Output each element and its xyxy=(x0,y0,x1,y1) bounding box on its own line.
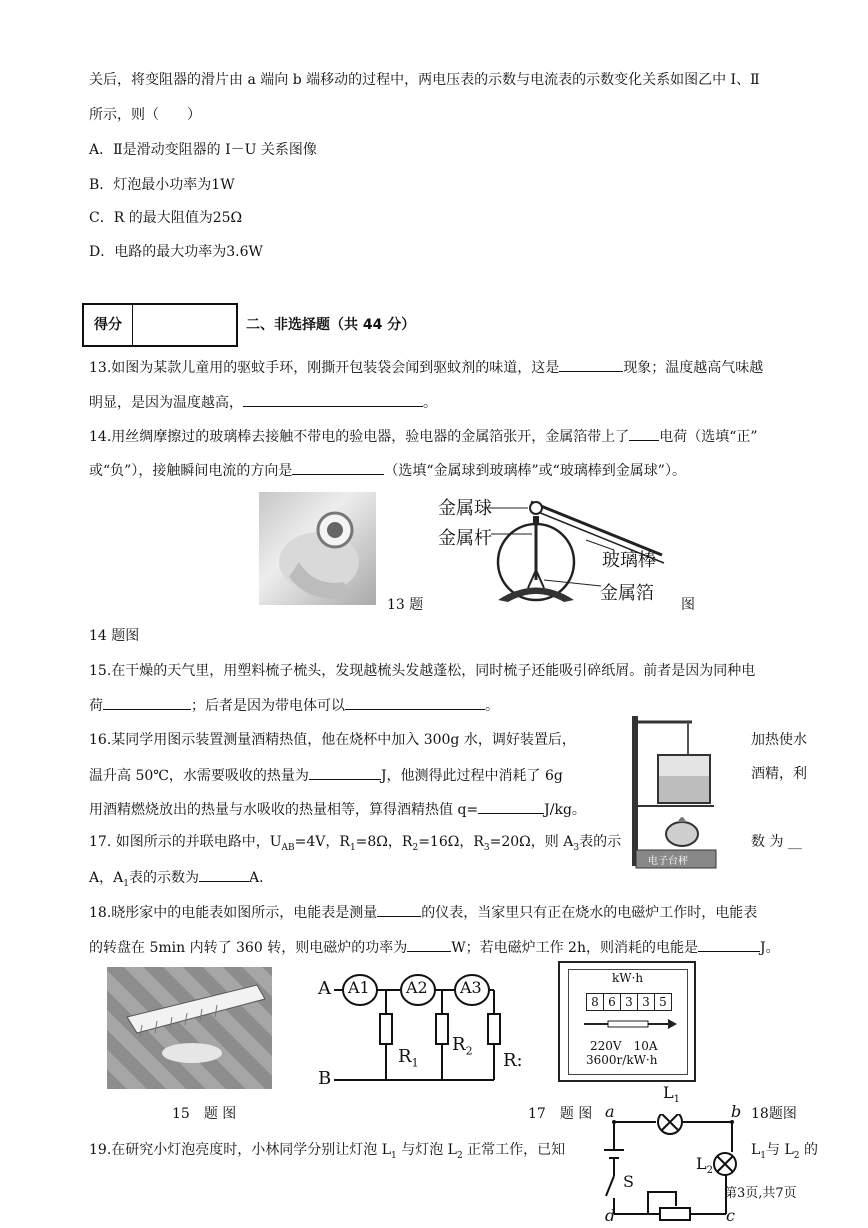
q16-line1: 16.某同学用图示装置测量酒精热值，他在烧杯中加入 300g 水，调好装置后， xyxy=(89,732,576,748)
q12-intro-line2: 所示，则（ ） xyxy=(89,107,201,123)
node-d-label: d xyxy=(605,1206,616,1225)
circuit17-b-terminal: B xyxy=(318,1068,332,1089)
q17-text-1b: =4V，R xyxy=(294,834,350,850)
resistor-r3-label: R: xyxy=(503,1050,523,1071)
q18-text-1b: 的仪表，当家里只有正在烧水的电磁炉工作时，电能表 xyxy=(421,905,758,921)
score-box xyxy=(82,303,238,347)
q18-text-1: 18.晓彤家中的电能表如图所示，电能表是测量 xyxy=(89,905,378,921)
q17-sub-1: 1 xyxy=(349,842,356,853)
meter-digit: 6 xyxy=(604,993,621,1011)
fig15-caption: 15 题 图 xyxy=(172,1106,237,1122)
q18-text-2c: J。 xyxy=(759,940,780,956)
fig14-caption: 14 题图 xyxy=(89,628,140,644)
q13-line1 xyxy=(89,356,763,378)
q15-blank-1[interactable] xyxy=(103,694,191,710)
q15-text-2: 荷 xyxy=(89,698,103,714)
meter-spec-rating: 220V 10A xyxy=(590,1039,658,1053)
q14-blank-2[interactable] xyxy=(292,459,384,475)
meter-digit: 3 xyxy=(638,993,655,1011)
ammeter-a2-label: A2 xyxy=(406,978,428,997)
q16-text-2: 温升高 50℃，水需要吸收的热量为 xyxy=(89,768,309,784)
node-c-label: c xyxy=(726,1206,735,1225)
meter-digits xyxy=(586,993,672,1011)
bracelet-photo xyxy=(259,492,376,605)
electricity-meter xyxy=(558,961,696,1082)
q12-option-a: A．Ⅱ是滑动变阻器的 I－U 关系图像 xyxy=(89,142,317,158)
q16-blank-1[interactable] xyxy=(309,764,381,780)
meter-unit: kW·h xyxy=(612,971,644,985)
q18-blank-3[interactable] xyxy=(698,936,760,952)
q16-text-3b: J/kg。 xyxy=(544,802,586,818)
r2-letter: R xyxy=(452,1034,466,1055)
q14-line2 xyxy=(89,459,686,481)
bracelet-illustration xyxy=(259,492,376,605)
q17-sub-3: 3 xyxy=(483,842,490,853)
label-electronic-scale: 电子台秤 xyxy=(648,856,688,867)
r1-letter: R xyxy=(398,1046,412,1067)
heating-apparatus xyxy=(628,710,720,870)
q17-blank[interactable] xyxy=(199,866,249,882)
circuit17-a-terminal: A xyxy=(318,978,331,999)
l1-letter: L xyxy=(663,1083,674,1102)
ammeter-a1-label: A1 xyxy=(348,978,370,997)
q15-text-4: 。 xyxy=(485,698,499,714)
fig17-caption: 17 题 图 xyxy=(528,1106,593,1122)
q19-sub-2: 2 xyxy=(456,1150,463,1161)
page-number: 第3页,共7页 xyxy=(724,1186,797,1201)
q14-text-4: （选填“金属球到玻璃棒”或“玻璃棒到金属球”）。 xyxy=(384,463,686,479)
q17-line1-right: 数 为 __ xyxy=(751,834,802,850)
q17-text-1c: =8Ω，R xyxy=(355,834,413,850)
q16-line2-right: 酒精，利 xyxy=(751,766,807,782)
q16-blank-2[interactable] xyxy=(478,798,544,814)
q18-blank-2[interactable] xyxy=(407,936,451,952)
lamp-l2-label xyxy=(696,1154,713,1176)
meter-digit: 8 xyxy=(586,993,604,1011)
meter-disc-arrow-icon xyxy=(582,1017,678,1031)
q19-r-sub2: 2 xyxy=(793,1150,800,1161)
node-b-label: b xyxy=(731,1102,742,1121)
q12-intro-line1: 关后，将变阻器的滑片由 a 端向 b 端移动的过程中，两电压表的示数与电流表的示数变化关系如图乙中 Ⅰ、Ⅱ xyxy=(89,72,760,88)
q18-blank-1[interactable] xyxy=(377,901,421,917)
q18-line1 xyxy=(89,901,757,923)
q13-text-3: 明显，是因为温度越高， xyxy=(89,395,243,411)
node-a-label: a xyxy=(605,1102,615,1121)
q13-blank-2[interactable] xyxy=(243,391,423,407)
q17-text-2b: 表的示数为 xyxy=(128,870,199,886)
l1-sub: 1 xyxy=(673,1094,680,1106)
q18-line2 xyxy=(89,936,780,958)
q14-text-1: 14.用丝绸摩擦过的玻璃棒去接触不带电的验电器，验电器的金属箔张开，金属箔带上了 xyxy=(89,429,630,445)
fig18-caption: 18题图 xyxy=(751,1106,797,1122)
switch-s-label: S xyxy=(623,1172,634,1191)
q15-line2 xyxy=(89,694,499,716)
q17-text-1: 17. 如图所示的并联电路中，U xyxy=(89,834,282,850)
q19-r-l: L xyxy=(751,1142,761,1158)
comb-photo xyxy=(107,967,272,1089)
q19-text-1c: 正常工作，已知 xyxy=(462,1142,566,1158)
q19-text-1b: 与灯泡 L xyxy=(396,1142,457,1158)
q12-option-c: C．R 的最大阻值为25Ω xyxy=(89,210,243,226)
meter-spec-constant: 3600r/kW·h xyxy=(586,1053,658,1067)
q16-line3 xyxy=(89,798,586,820)
lamp-l1-label xyxy=(663,1083,680,1105)
q18-text-2: 的转盘在 5min 内转了 360 转，则电磁炉的功率为 xyxy=(89,940,408,956)
q17-text-2: A，A xyxy=(89,870,124,886)
comb-illustration xyxy=(107,967,272,1089)
q15-line1: 15.在干燥的天气里，用塑料梳子梳头，发现越梳头发越蓬松，同时梳子还能吸引碎纸屑。前者是因为同种电 xyxy=(89,663,756,679)
r1-sub: 1 xyxy=(411,1056,419,1070)
meter-digit: 5 xyxy=(655,993,672,1011)
l2-letter: L xyxy=(696,1154,707,1173)
q19-line1-right xyxy=(751,1140,818,1166)
q18-text-2b: W；若电磁炉工作 2h，则消耗的电能是 xyxy=(451,940,698,956)
score-label: 得分 xyxy=(84,305,133,345)
resistor-r2-label xyxy=(452,1034,473,1058)
q17-text-2c: A. xyxy=(248,870,264,886)
label-metal-rod: 金属杆 xyxy=(438,528,492,549)
q17-text-1e: =20Ω，则 A xyxy=(489,834,574,850)
label-metal-foil: 金属箔 xyxy=(600,583,654,604)
l2-sub: 2 xyxy=(706,1165,713,1177)
label-glass-rod: 玻璃棒 xyxy=(602,550,656,571)
q16-text-3: 用酒精燃烧放出的热量与水吸收的热量相等，算得酒精热值 q= xyxy=(89,802,479,818)
q12-option-d: D．电路的最大功率为3.6W xyxy=(89,244,263,260)
q19-sub-1: 1 xyxy=(391,1150,397,1161)
q16-line2 xyxy=(89,764,563,786)
q17-line1 xyxy=(89,832,621,858)
q19-r-sub1: 1 xyxy=(760,1150,767,1161)
q15-blank-2[interactable] xyxy=(345,694,485,710)
ammeter-a3-label: A3 xyxy=(460,978,482,997)
q16-text-2b: J，他测得此过程中消耗了 6g xyxy=(380,768,563,784)
q19-r-text: 与 L xyxy=(766,1142,794,1158)
q17-sub-ab: AB xyxy=(281,842,295,853)
section-title: 二、非选择题（共 44 分） xyxy=(246,317,416,333)
q13-text-2: 现象；温度越高气味越 xyxy=(623,360,764,376)
q19-r-tail: 的 xyxy=(799,1142,818,1158)
q14-blank-1[interactable] xyxy=(629,425,659,441)
q12-option-b: B．灯泡最小功率为1W xyxy=(89,177,235,193)
fig14-caption-tail: 图 xyxy=(681,597,695,613)
q14-text-2: 电荷（选填“正” xyxy=(659,429,758,445)
q15-text-3: ；后者是因为带电体可以 xyxy=(191,698,345,714)
q19-line1 xyxy=(89,1140,565,1166)
q19-text-1: 19.在研究小灯泡亮度时，小林同学分别让灯泡 L xyxy=(89,1142,392,1158)
resistor-r1-label xyxy=(398,1046,419,1070)
q17-text-1d: =16Ω，R xyxy=(418,834,484,850)
q16-line1-right: 加热使水 xyxy=(751,732,807,748)
q13-text-4: 。 xyxy=(423,395,437,411)
q17-sub-a3: 3 xyxy=(573,842,580,853)
fig13-caption: 13 题 xyxy=(387,597,424,613)
r2-sub: 2 xyxy=(465,1044,473,1058)
q14-line1 xyxy=(89,425,758,447)
meter-digit: 3 xyxy=(621,993,638,1011)
q14-text-3: 或“负”），接触瞬间电流的方向是 xyxy=(89,463,293,479)
q17-text-1f: 表的示 xyxy=(579,834,622,850)
q17-line2 xyxy=(89,866,264,894)
q13-line2 xyxy=(89,391,437,413)
q17-sub-2: 2 xyxy=(412,842,419,853)
q13-blank-1[interactable] xyxy=(559,356,623,372)
q17-sub-a1: 1 xyxy=(123,878,129,889)
label-metal-ball: 金属球 xyxy=(438,498,492,519)
q13-text-1: 13.如图为某款儿童用的驱蚊手环，刚撕开包装袋会闻到驱蚊剂的味道，这是 xyxy=(89,360,560,376)
